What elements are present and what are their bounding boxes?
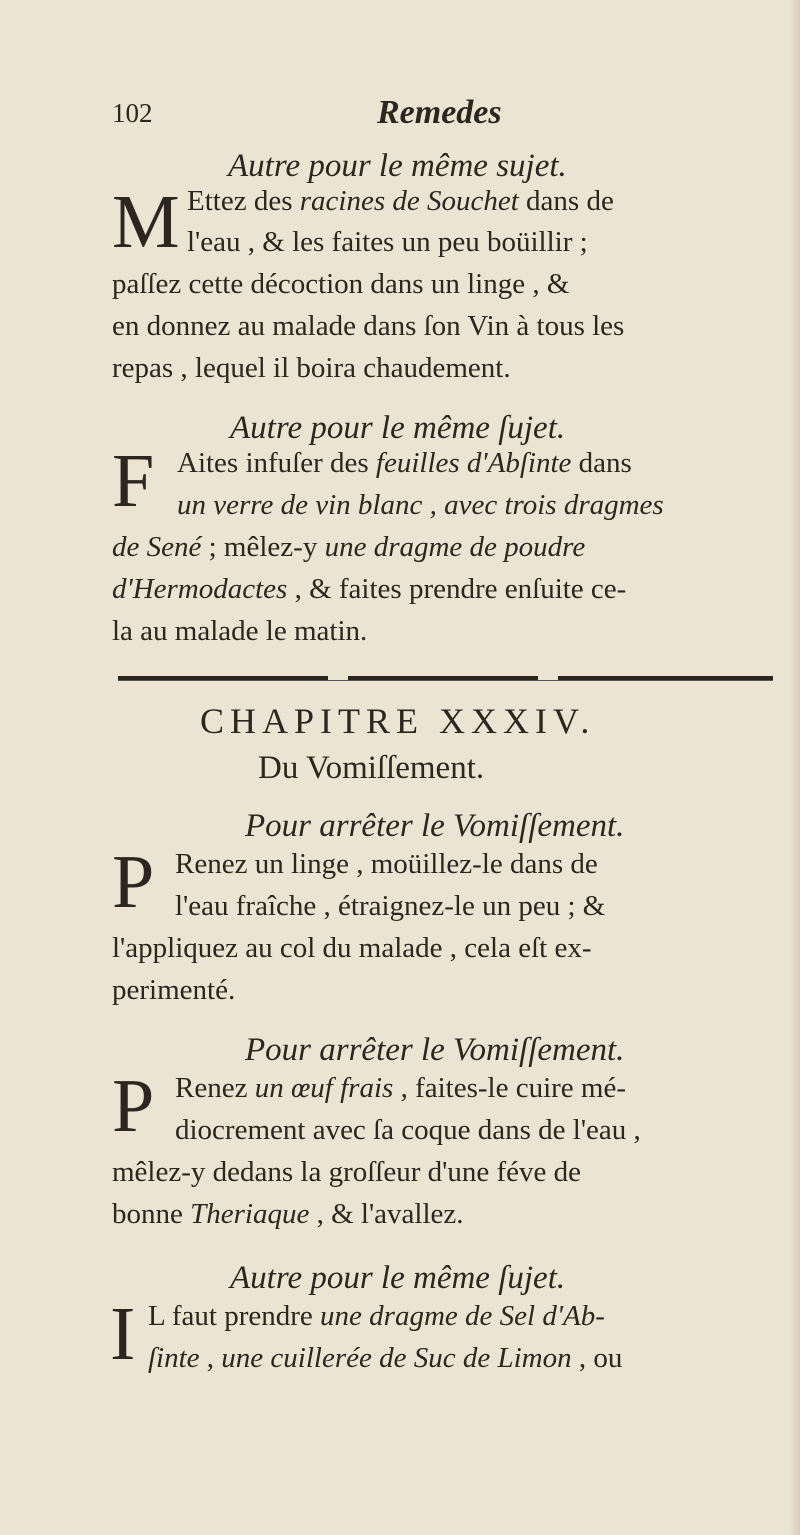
drop-cap: I [110,1292,136,1376]
text-line: perimenté. [112,974,236,1006]
text-line: ſinte , une cuillerée de Suc de Limon , ou [148,1342,623,1374]
text-line: mêlez-y dedans la groſſeur d'une féve de [112,1156,582,1188]
text-line: la au malade le matin. [112,615,368,647]
page-number: 102 [112,98,153,128]
section-heading: Pour arrêter le Vomiſſement. [245,1032,625,1068]
drop-cap: P [112,1064,155,1148]
running-title: Remedes [377,94,502,131]
drop-cap: P [112,840,155,924]
drop-cap: M [112,180,180,264]
section-heading: Autre pour le même ſujet. [230,410,566,446]
section-heading: Pour arrêter le Vomiſſement. [245,808,625,844]
text-line: Renez un linge , moüillez-le dans de [175,848,598,880]
text-line: l'appliquez au col du malade , cela eſt ex- [112,932,592,964]
text-line: Renez un œuf frais , faites-le cuire mé- [175,1072,626,1104]
text-line: L faut prendre une dragme de Sel d'Ab- [148,1300,605,1332]
text-line: de Sené ; mêlez-y une dragme de poudre [112,531,586,563]
text-line: l'eau , & les faites un peu boüillir ; [187,226,588,258]
text-line: l'eau fraîche , étraignez-le un peu ; & [175,890,606,922]
section-heading: Autre pour le même sujet. [228,148,567,184]
text-line: Aites infuſer des feuilles d'Abſinte dans [177,447,632,479]
text-line: en donnez au malade dans ſon Vin à tous les [112,310,625,342]
section-heading: Autre pour le même ſujet. [230,1260,566,1296]
text-line: Ettez des racines de Souchet dans de [187,185,614,217]
chapter-title: CHAPITRE XXXIV. [200,701,596,741]
page-header [112,94,672,138]
text-line: d'Hermodactes , & faites prendre enſuite ce- [112,573,627,605]
text-line: un verre de vin blanc , avec trois dragmes [177,489,664,521]
drop-cap: F [112,439,155,523]
chapter-rule [118,676,773,683]
text-line: repas , lequel il boira chaudement. [112,352,511,384]
text-line: bonne Theriaque , & l'avallez. [112,1198,464,1230]
text-line: diocrement avec ſa coque dans de l'eau , [175,1114,641,1146]
page-edge [790,0,800,1535]
text-line: paſſez cette décoction dans un linge , & [112,268,570,300]
chapter-subtitle: Du Vomiſſement. [258,750,485,786]
